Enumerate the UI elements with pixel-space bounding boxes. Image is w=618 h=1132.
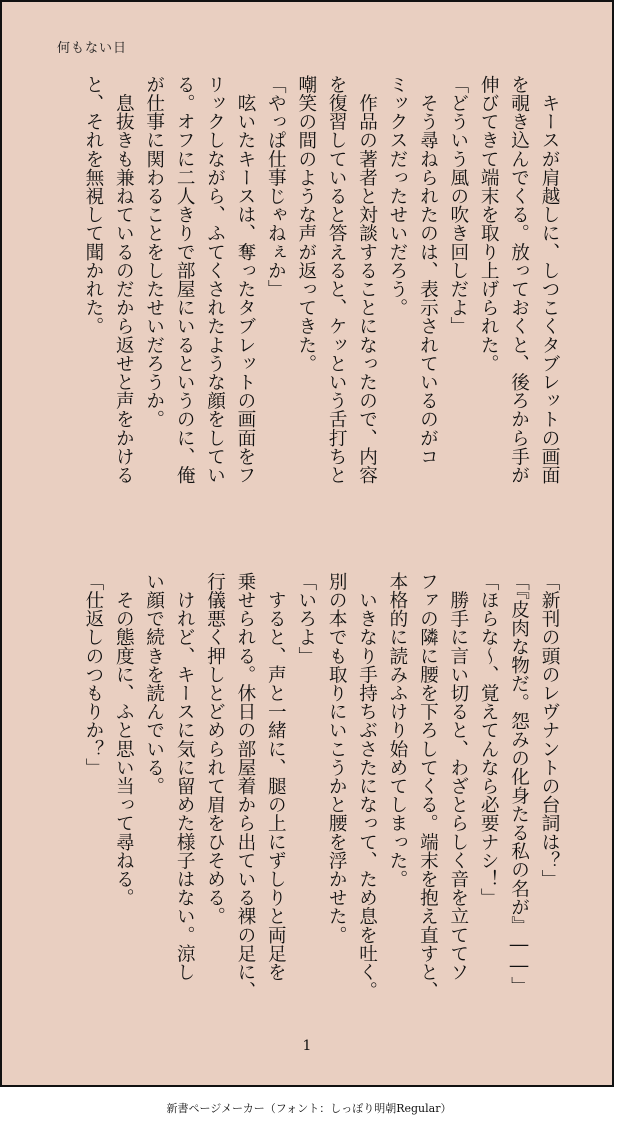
text-line: そう尋ねられたのは、表示されているのがコ xyxy=(417,75,439,466)
page-number: 1 xyxy=(302,1038,312,1054)
text-line: 嘲笑の間のような声が返ってきた。 xyxy=(295,75,317,373)
text-line: る。オフに二人きりで部屋にいるというのに、俺 xyxy=(174,75,196,485)
text-line: ファの隣に腰を下ろしてくる。端末を抱え直すと、 xyxy=(417,572,439,1000)
text-line: 「『皮肉な物だ。怨みの化身たる私の名が』――」 xyxy=(508,572,530,996)
text-column-bottom xyxy=(78,572,565,1042)
text-line: いきなり手持ちぶさたになって、ため息を吐く。 xyxy=(356,572,378,1000)
text-line: と、それを無視して聞かれた。 xyxy=(82,75,104,336)
text-line: 本格的に読みふけり始めてしまった。 xyxy=(386,572,408,889)
text-line: 「仕返しのつもりか？」 xyxy=(82,572,104,777)
text-line: が仕事に関わることをしたせいだろうか。 xyxy=(143,75,165,429)
text-line: 勝手に言い切ると、わざとらしく音を立ててソ xyxy=(447,572,469,982)
footer-credit: 新書ページメーカー（フォント：しっぽり明朝Regular） xyxy=(166,1102,452,1115)
text-line: 別の本でも取りにいこうかと腰を浮かせた。 xyxy=(326,572,348,944)
text-line: 「ほらな～、覚えてんなら必要ナシ！」 xyxy=(478,572,500,907)
text-line: キースが肩越しに、しつこくタブレットの画面 xyxy=(539,75,560,485)
text-line: 「どういう風の吹き回しだよ」 xyxy=(447,75,469,336)
page-title: 何もない日 xyxy=(57,41,128,56)
text-line: い顔で続きを読んでいる。 xyxy=(143,572,165,796)
text-line: すると、声と一緒に、腿の上にずしりと両足を xyxy=(265,572,287,982)
text-line: ミックスだったせいだろう。 xyxy=(386,75,408,317)
text-column-top xyxy=(78,75,565,545)
text-line: を復習していると答えると、ケッという舌打ちと xyxy=(326,75,348,485)
text-line: を覗き込んでくる。放っておくと、後ろから手が xyxy=(508,75,530,485)
text-line: リックしながら、ふてくされたような顔をしてい xyxy=(204,75,226,485)
text-line: 息抜きも兼ねているのだから返せと声をかける xyxy=(113,75,135,485)
text-line: 「新刊の頭のレヴナントの台詞は？」 xyxy=(539,572,560,889)
text-line: 呟いたキースは、奪ったタブレットの画面をフ xyxy=(234,75,256,485)
text-line: 作品の著者と対談することになったので、内容 xyxy=(356,75,378,485)
text-line: 乗せられる。休日の部屋着から出ている裸の足に、 xyxy=(234,572,256,1000)
text-line: 「いろよ」 xyxy=(295,572,317,665)
text-line: 「やっぱ仕事じゃねぇか」 xyxy=(265,75,287,299)
text-line: けれど、キースに気に留めた様子はない。涼し xyxy=(174,572,196,982)
text-line: その態度に、ふと思い当って尋ねる。 xyxy=(113,572,135,907)
text-line: 伸びてきて端末を取り上げられた。 xyxy=(478,75,500,373)
text-line: 行儀悪く押しとどめられて眉をひそめる。 xyxy=(204,572,226,926)
